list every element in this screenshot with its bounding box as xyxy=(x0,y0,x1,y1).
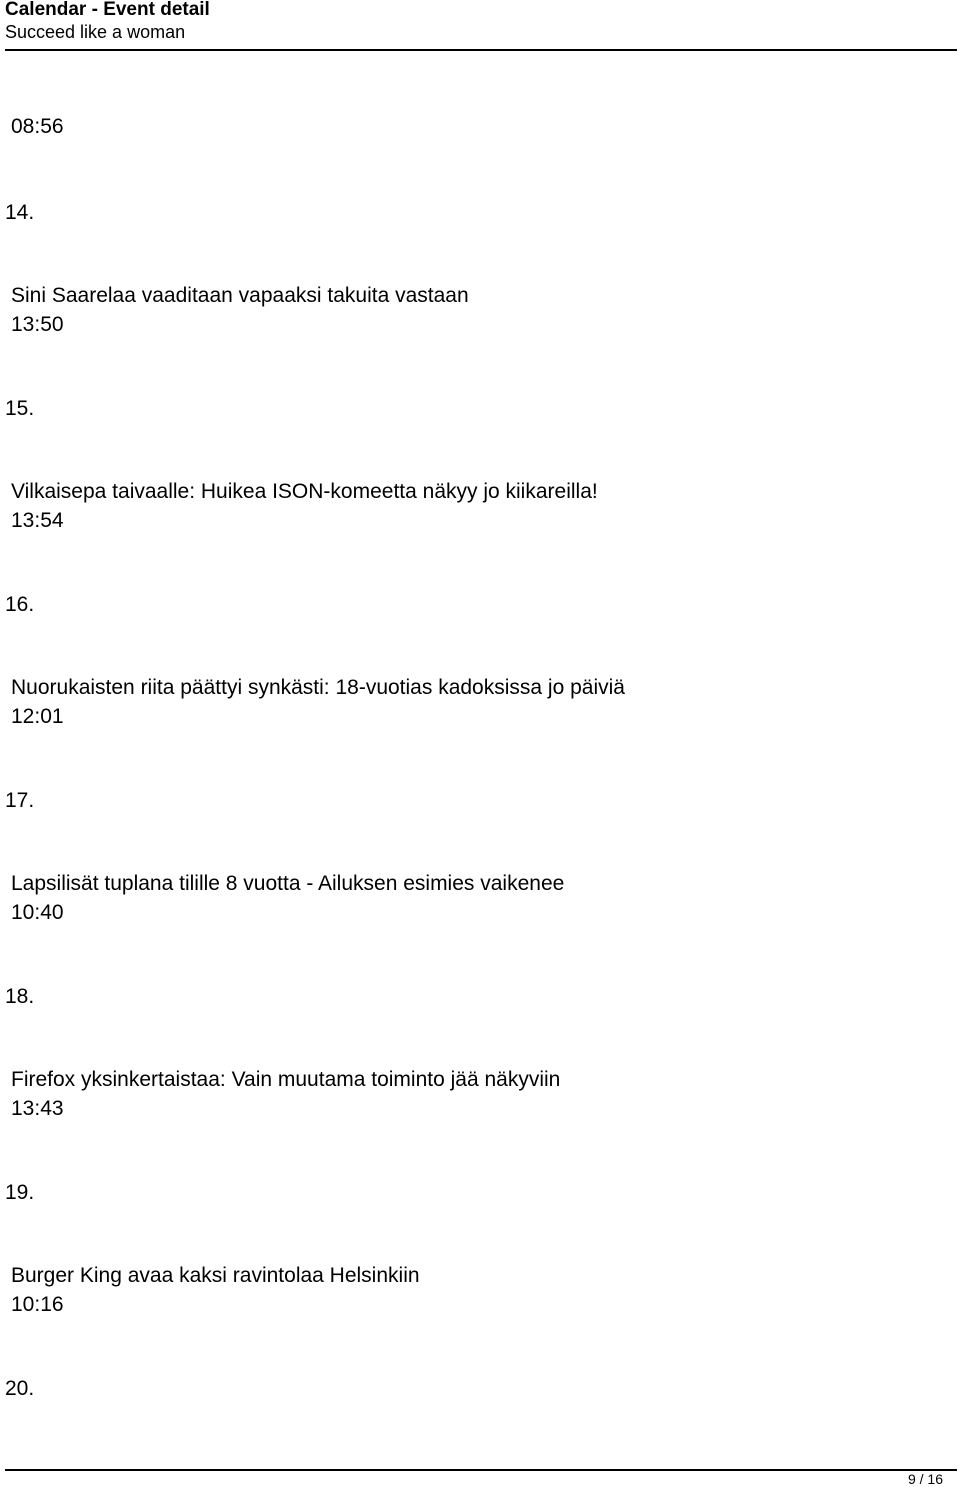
item-time: 10:40 xyxy=(11,901,64,924)
item-number: 20. xyxy=(5,1377,35,1400)
item-number: 14. xyxy=(5,201,35,224)
item-headline: Burger King avaa kaksi ravintolaa Helsinkiin xyxy=(11,1264,420,1287)
footer-divider xyxy=(5,1469,957,1471)
item-headline: Nuorukaisten riita päättyi synkästi: 18-vuotias kadoksissa jo päiviä xyxy=(11,676,625,699)
document-title: Calendar - Event detail xyxy=(5,0,210,20)
item-number: 15. xyxy=(5,397,35,420)
page-header xyxy=(5,0,957,51)
item-number: 19. xyxy=(5,1181,35,1204)
item-number: 17. xyxy=(5,789,35,812)
item-time: 13:50 xyxy=(11,313,64,336)
item-time: 13:54 xyxy=(11,509,64,532)
item-number: 18. xyxy=(5,985,35,1008)
item-time: 10:16 xyxy=(11,1293,64,1316)
item-headline: Sini Saarelaa vaaditaan vapaaksi takuita vastaan xyxy=(11,284,469,307)
item-time: 08:56 xyxy=(11,115,64,138)
item-headline: Lapsilisät tuplana tilille 8 vuotta - Ailuksen esimies vaikenee xyxy=(11,872,565,895)
item-headline: Vilkaisepa taivaalle: Huikea ISON-komeetta näkyy jo kiikareilla! xyxy=(11,480,598,503)
item-time: 12:01 xyxy=(11,705,64,728)
item-headline: Firefox yksinkertaistaa: Vain muutama toiminto jää näkyviin xyxy=(11,1068,561,1091)
document-subtitle: Succeed like a woman xyxy=(5,22,186,42)
page-number: 9 / 16 xyxy=(907,1471,943,1487)
item-number: 16. xyxy=(5,593,35,616)
item-time: 13:43 xyxy=(11,1097,64,1120)
